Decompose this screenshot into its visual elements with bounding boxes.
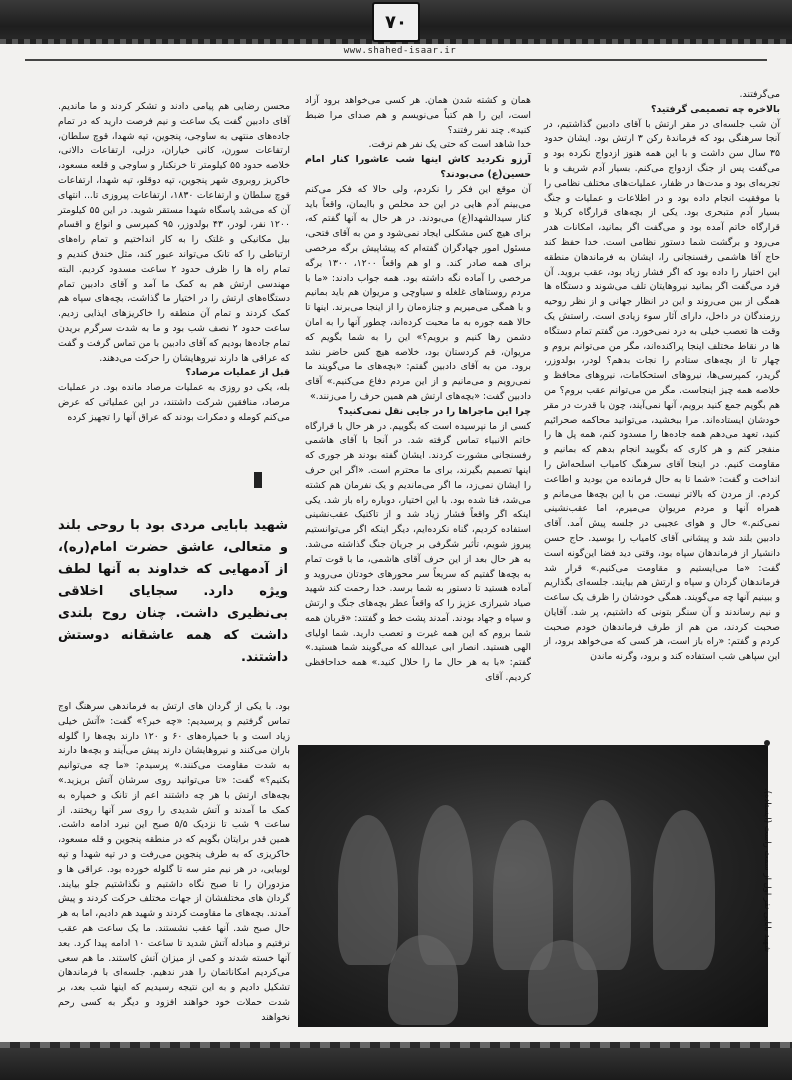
interview-question: چرا این ماجراها را در جایی نقل نمی‌کنید؟ (338, 405, 531, 417)
photo-figure (573, 800, 631, 970)
body-paragraph: می‌گرفتند. (739, 89, 780, 100)
text-column-left-bottom (58, 700, 290, 1023)
pull-quote-marker (254, 472, 262, 488)
body-paragraph: محسن رضایی هم پیامی دادند و تشکر کردند و ما ماندیم. آقای دادبین گفت یک ساعت و نیم فرصت دارید که در تمام جاده‌های منتهی به ساوجی، پنجوین، تپه شهدا، قوچ سلطان، ارتفاعات سورن، کانی خیاران، دزلی، ارتفاعات دالانی، خلاصه حدود ۵۵ کیلومتر تا خرنکنار و ساوجی و قلعه مسعود، خاکریز روبروی شهر پنجوین، تپه دوقلو، تپه شهدا، ارتفاعات قوچ سلطان و ارتفاعات ۱۸۳۰، ارتفاعات پیروزی تا... انتهای آن که می‌شد پاسگاه شهدا مستقر شوید. در این ۵۵ کیلومتر ۱۲۰۰ نفر، لودر، ۴۳ بولدوزر، ۹۵ کمپرسی و انواع و اقسام بیل مکانیکی و غلتک را به کار انداختیم و تمام راه‌های ارتباطی را که تانک می‌تواند عبور کند، مثل خندق کندیم و تمام راه ها را ظرف حدود ۲ ساعت مسدود کردیم. البته مهندسی ارتش هم به کمک ما آمد و آقای دادبین تمام دستگاه‌های ارتش را در اختیار ما گذاشت، بچه‌های سپاه هم کمک کردند و تمام آن منطقه را خاکریزهای ایذایی زدیم. ساعت حدود ۲ نصف شب بود و ما به شدت سرگرم بریدن تمام جاده‌ها بودیم که آقای دادبین با من تماس گرفت و گفت که عراقی ها دارند نیروهایشان را حرکت می‌دهند. (58, 101, 291, 364)
divider (25, 59, 767, 61)
text-column-right (544, 88, 780, 748)
photo (298, 745, 768, 1027)
interview-question: قبل از عملیات مرصاد؟ (185, 367, 290, 379)
photo-caption: شهید بابایی نفر اول از سمت راست (ایستاده). (762, 787, 772, 952)
text-column-left (58, 100, 291, 423)
pull-quote: شهید بابایی مردی بود با روحی بلند و متعالی، عاشق حضرت امام(ره)، از آدمهایی که خداوند به آنها لطف ویژه دارد. سجایای اخلاقی بی‌نظیری داشت. چنان روح بلندی داشت که همه عاشقانه دوستش داشتند. (58, 518, 288, 665)
body-paragraph: بود. با یکی از گردان های ارتش به فرماندهی سرهنگ اوج تماس گرفتیم و پرسیدیم: «چه خبر؟» گفت: «آتش خیلی زیاد است و با خمپاره‌های ۶۰ و ۱۲۰ دارند بچه‌ها را گلوله باران می‌کنند و نیروهایشان دارند پیش می‌آیند و بچه‌ها دارند به شدت مقاومت می‌کنند.» پرسیدم: «ما چه می‌توانیم بکنیم؟» گفت: «تا می‌توانید روی سرشان آتش بریزید.» بچه‌های ارتش با هر چه داشتند اعم از تانک و خمپاره به کمک ما آمدند و آتش شدیدی را روی سر آنها ریختند. از ساعت ۹ شب تا نزدیک ۵/۵ صبح این نبرد ادامه داشت. همین قدر برایتان بگویم که در منطقه پنجوین و قله مسعود، خاکریزی که به طرف پنجوین می‌رفت و در تپه شهدا و تپه لوبیایی، در هر نیم متر سه تا گلوله خورده بود. عراقی ها و مزدوران را تا صبح نگاه داشتیم و نگذاشتیم جلو بیایند. گردان های مختلفشان از جهات مختلف حرکت کردند و پیش آمدند. بچه‌های ما مقاومت کردند و شهید هم دادیم، اما به هر حال صبح شد. آنها عقب نشستند. ما یک ساعت هم عقب نرفتیم و مبادله آتش شدید تا ساعت ۱۰ ادامه پیدا کرد. بعد آنها خسته شدند و کمی از میزان آتش کاستند. ما هم سعی می‌کردیم امکاناتمان را هدر ندهیم. جلسه‌ای با فرماندهان تشکیل دادیم و به این نتیجه رسیدیم که اینها شب بعد، بر شدت حملات خود خواهند افزود و دیگر به کسی رحم نخواهند (58, 701, 290, 1023)
body-paragraph: همان و کشته شدن همان. هر کسی می‌خواهد برود آزاد است، این را هم کتباً می‌نویسم و هم صدای مرا ضبط کنید». چند نفر رفتند؟ (305, 95, 531, 136)
body-paragraph: خدا شاهد است که حتی یک نفر هم نرفت. (368, 139, 531, 151)
body-paragraph: کسی از ما نپرسیده است که بگوییم. در هر حال با قرارگاه خاتم الانبیاء تماس گرفته شد. در آنجا با آقای هاشمی رفسنجانی مشورت کردند. ایشان گفته بودند هر جوری که اینها تصمیم بگیرند، برای ما محترم است. «اگر این حرف را ایشان نمی‌زد، ما اگر می‌ماندیم و یک نفرمان هم کشته می‌شد، فنا شده بود. با این اختیار، دوباره راه باز شد. یکی اینکه اگر واقعاً فشار زیاد شد و از تاکتیک عقب‌نشینی استفاده کردیم، گناه نکرده‌ایم، دیگر اینکه اگر می‌توانستیم پیروز شویم، تأثیر شگرفی بر جریان جنگ گذاشته می‌شد. به هر حال بعد از این حرف آقای هاشمی، ما با قوت تمام به بچه‌ها گفتیم که سریعاً سر محورهای خودتان می‌روید و آماده هستید تا دستور به شما برسد. خدا رحمت کند شهید صیاد شیرازی عزیز را که واقعاً عطر بچه‌های جنگ و ارتش و سپاه و جهاد بودند. آمدند پشت خط و گفتند: «قربان همه شما بروم که این همه غیرت و تعصب دارید. شما اولیای الهی هستید. انصار ابی عبدالله که می‌گویند شما هستید.» گفتم: «با به هر حال ما را حلال کنید.» همه خداحافظی کردیم. آقای (305, 420, 531, 684)
interview-question: بالاخره چه تصمیمی گرفتید؟ (651, 103, 780, 115)
page-number: ۷۰ (372, 2, 420, 42)
interview-question: آرزو نکردید کاش اینها شب عاشورا کنار امام حسین(ع) می‌بودند؟ (305, 154, 531, 180)
photo-figure (653, 810, 715, 970)
body-paragraph: آن موقع این فکر را نکردم، ولی حالا که فکر می‌کنم می‌بینم آدم هایی در این حد مخلص و باایمان، واقعاً باید کنار سیدالشهدا(ع) می‌بودند. در هر حال به آنها گفتم که، برای هیچ کس مشکلی ایجاد نمی‌شود و من به آقای فتحی، مسئول امور جهادگران گفته‌ام که پیشاپیش برگه مرخصی برای همه صادر کند. و او هم واقعاً ۱۲۰۰، ۱۳۰۰ برگه مرخصی را آماده نگه داشته بود. همه جواب دادند: «ما با مردم روستاهای غلغله و سیاوچی و مریوان هم باید بمانیم و با همگی می‌میریم و جنازه‌مان را از اینجا می‌برند. اینها تا حالا همه جوره به ما محبت کرده‌اند، چطور آنها را به امان دشمن رها کنیم و برویم؟» این را به شما بگویم که مریوان، قم کردستان بود، خلاصه هیچ کس حاضر نشد برود. من به آقای دادبین گفتم: «بچه‌های ما می‌گویند ما نمی‌رویم و می‌مانیم و از این مردم دفاع می‌کنیم.» آقای دادبین گفت: «بچه‌های ارتش هم همین حرف را می‌زنند.» (305, 183, 531, 402)
caption-bullet (764, 740, 770, 746)
photo-figure (338, 815, 398, 965)
site-url[interactable]: www.shahed-isaar.ir (343, 46, 457, 56)
body-paragraph: بله، یکی دو روزی به عملیات مرصاد مانده بود. در عملیات مرصاد، منافقین شرکت داشتند، در این عملیاتی که عرض می‌کنم کومله و دمکرات بودند که عراق آنها را تجهیز کرده (58, 382, 290, 423)
photo-figure (388, 935, 458, 1025)
body-paragraph: آن شب جلسه‌ای در مقر ارتش با آقای دادبین گذاشتیم، در آنجا سرهنگی بود که فرماندهٔ رکن ۳ ارتش بود. ایشان حدود ۳۵ سال سن داشت و با این همه هنوز ازدواج نکرده بود و می‌گفت پس از جنگ ازدواج می‌کنم. بسیار آدم شریف و با تجربه‌ای بود و مدت‌ها در ظفار، عملیات‌های مختلف نظامی را با موفقیت انجام داده بود و در اطلاعات و عملیات و جنگ بسیار آدم متبحری بود. یکی از بچه‌های قرارگاه کربلا و قرارگاه خاتم آمده بود و می‌گفت اگر بمانید، امکانات هدر می‌رود و برگشت شما دستور نظامی است. خدا حفظ کند حاج آقا هاشمی رفسنجانی را، ایشان به فرماندهان منطقه این اختیار را داده بود که اگر فشار زیاد بود، عقب بروید. آن فرد می‌گفت اگر بمانید نیروهایتان تلف می‌شوند و دستگاه ها همگی از بین می‌روند و این در انظار جهانی و از نظر روحیه رزمندگان در داخل، دارای آثار سوء زیادی است. راستش یک وقت ها تعصب خیلی به درد نمی‌خورد. من گفتم تمام دستگاه ها در نقاط مختلف اینجا پراکنده‌اند، مگر من می‌توانم بروم و چهار تا از بچه‌های ستادم را نجات بدهم؟ لودر، بولدوزر، گریدر، کمپرسی‌ها، نیروهای استحکامات، نیروهای محافظ و خلاصه همه چیز اینجاست. مگر من می‌توانم عقب بروم؟ من هم بگویم جمع کنید برویم، آنها نمی‌آیند، چون با قدرت در مقر خودشان ایستاده‌اند. مرا ببخشید، می‌توانید محاکمه صحرائیم کنید، تعهد می‌دهم همه جاده‌ها را مسدود کنم، همه پل ها را منفجر کنم و هر کاری که بگویید انجام بدهم که بمانیم و مقاومت کنیم. در اینجا آقای سرهنگ کامیاب اسلحه‌اش را انداخت و گفت: «شما تا به حال فرمانده من بودید و اطاعت کردم. از مردن که بالاتر نیست. من با این بچه‌ها می‌مانم و همراه آنها و مردم مریوان می‌میرم، اما عقب‌نشینی نمی‌کنم.» حال و هوای عجیبی در جلسه پیش آمد. آقای دادبین بلند شد و پیشانی آقای کامیاب را بوسید. حاج حسن دانشیار از فرماندهان سپاه بود، وقتی دید فضا این‌گونه است گفت: «ما می‌ایستیم و مقاومت می‌کنیم.» قرار شد فرماندهان گردان و سپاه و ارتش هم بیایند. جلسه‌ای بگذاریم و ببینیم آنها چه می‌گویند. همگی خودشان را ظرف یک ساعت و نیم رساندند و آن سنگر بتونی که داشتیم، پر شد. آقایان صحبت کردند، من هم از طرف فرماندهان خودم صحبت کردم و گفتم: «راه باز است، هر کسی که می‌خواهد برود، از این سپاهی شب استفاده کند و برود، وگرنه ماندن (544, 118, 780, 663)
photo-figure (528, 940, 598, 1025)
footer-band (0, 1042, 792, 1080)
text-column-middle (305, 94, 531, 706)
